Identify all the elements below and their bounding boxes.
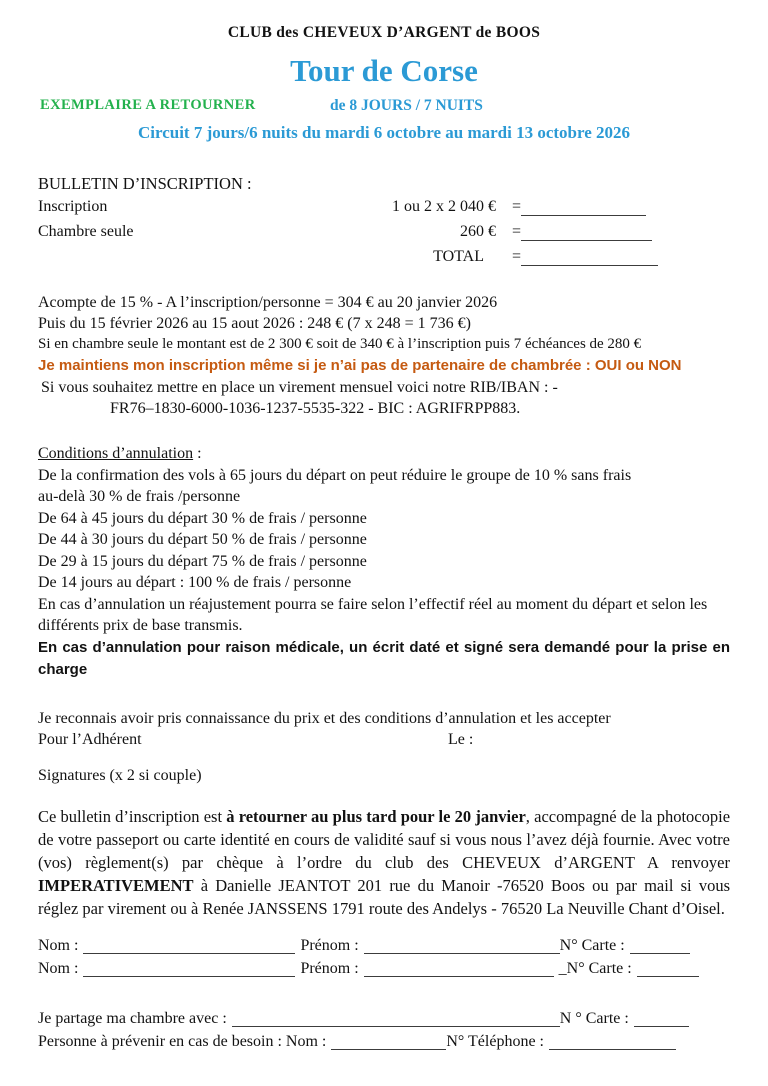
room-share-fields [38, 1007, 730, 1053]
blank-line-total [521, 252, 658, 266]
condition-line: De 14 jours au départ : 100 % de frais / personne [38, 574, 352, 591]
blank-line-carte [630, 940, 690, 954]
retour-deadline-bold: à retourner au plus tard pour le 20 janvier [226, 806, 526, 826]
trip-title: Tour de Corse [290, 53, 478, 88]
carte-label: _N° Carte : [558, 959, 632, 977]
retour-text: Ce bulletin d’inscription est [38, 806, 227, 826]
condition-line: De 29 à 15 jours du départ 75 % de frais / personne [38, 552, 367, 570]
name-row-2 [38, 957, 730, 980]
chambre-seule-amount: 260 € [460, 223, 496, 240]
inscription-label: Inscription [38, 198, 108, 215]
maintain-registration-line: Je maintiens mon inscription même si je n’ai pas de partenaire de chambrée : OUI ou NON [38, 357, 682, 374]
condition-line: De 64 à 45 jours du départ 30 % de frais / personne [38, 509, 367, 527]
iban-line: FR76–1830-6000-1036-1237-5535-322 - BIC : AGRIFRPP883. [110, 400, 521, 417]
chambre-seule-row [38, 219, 730, 244]
payment-terms [38, 292, 730, 419]
total-row [38, 244, 730, 269]
equals-sign: = [512, 248, 522, 265]
signatures-label: Signatures (x 2 si couple) [38, 766, 202, 784]
blank-line-telephone [549, 1036, 676, 1050]
adherent-row [38, 729, 730, 750]
inscription-row [38, 194, 730, 219]
inscription-amount: 1 ou 2 x 2 040 € [392, 198, 496, 215]
blank-line-prenom [364, 940, 560, 954]
room-share-row [38, 1007, 730, 1030]
condition-line: En cas d’annulation un réajustement pourra se faire selon l’effectif réel au moment du départ et selon les différents prix de base transmis. [38, 595, 708, 634]
acompte-line3: Si en chambre seule le montant est de 2 300 € soit de 340 € à l’inscription puis 7 échéances de 280 € [38, 336, 642, 352]
retour-text: , accompagné de la photocopie de votre passeport ou carte identité en cours de validité sauf si vous nous l’avez déjà fournie. Avec votre (vos) règlement(s) par chèque à l’ordre du club des CHEVEUX d’ARGENT A renvoyer [38, 806, 731, 872]
blank-line-prenom [364, 963, 554, 977]
identity-fields [38, 934, 730, 980]
circuit-dates: Circuit 7 jours/6 nuits du mardi 6 octobre au mardi 13 octobre 2026 [137, 123, 631, 142]
conditions-title: Conditions d’annulation [38, 445, 194, 462]
header-subrow [38, 95, 730, 116]
cancellation-conditions [38, 443, 730, 681]
conditions-title-row [38, 443, 730, 465]
blank-line-inscription [521, 202, 646, 216]
carte-label: N° Carte : [559, 936, 625, 954]
date-label: Le : [448, 730, 474, 748]
name-row-1 [38, 934, 730, 957]
telephone-label: N° Téléphone : [446, 1032, 544, 1050]
partage-label: Je partage ma chambre avec : [38, 1009, 227, 1027]
conditions-colon: : [193, 445, 202, 462]
bulletin-heading: BULLETIN D’INSCRIPTION : [38, 174, 252, 193]
blank-line-nom [83, 940, 295, 954]
blank-line-carte [634, 1013, 689, 1027]
acknowledgement-line: Je reconnais avoir pris connaissance du prix et des conditions d’annulation et les accepter [38, 709, 611, 727]
condition-line: De la confirmation des vols à 65 jours du départ on peut réduire le groupe de 10 % sans frais [38, 466, 632, 484]
acompte-line2: Puis du 15 février 2026 au 15 aout 2026 : 248 € (7 x 248 = 1 736 €) [38, 315, 471, 332]
blank-line-chambre [521, 227, 652, 241]
prenom-label: Prénom : [300, 959, 359, 977]
retour-imperativement-bold: IMPERATIVEMENT [38, 875, 194, 895]
blank-line-nom [83, 963, 295, 977]
blank-line-carte [637, 963, 699, 977]
virement-line: Si vous souhaitez mettre en place un virement mensuel voici notre RIB/IBAN : - [41, 379, 558, 396]
medical-cancellation-note: En cas d’annulation pour raison médicale, un écrit daté et signé sera demandé pour la prise en charge [38, 638, 730, 678]
return-instructions [38, 805, 730, 920]
carte-label: N ° Carte : [559, 1009, 629, 1027]
acompte-line1: Acompte de 15 % - A l’inscription/personne = 304 € au 20 janvier 2026 [38, 294, 498, 311]
nom-label: Nom : [38, 959, 79, 977]
retour-text: à Danielle JEANTOT 201 rue du Manoir -76520 Boos ou par mail si vous réglez par virement ou à Renée JANSSENS 1791 route des Andelys - 76520 La Neuville Chant d’Oisel. [38, 875, 730, 918]
adherent-label: Pour l’Adhérent [38, 730, 142, 748]
equals-sign: = [512, 198, 522, 215]
condition-line: au-delà 30 % de frais /personne [38, 488, 241, 505]
nom-label: Nom : [38, 936, 79, 954]
blank-line-contact-nom [331, 1036, 446, 1050]
club-name: CLUB des CHEVEUX D’ARGENT de BOOS [227, 24, 541, 41]
blank-line-partage [232, 1013, 560, 1027]
duration-label: de 8 JOURS / 7 NUITS [330, 97, 483, 114]
chambre-seule-label: Chambre seule [38, 223, 134, 240]
total-label: TOTAL [433, 248, 484, 265]
condition-line: De 44 à 30 jours du départ 50 % de frais / personne [38, 531, 367, 548]
prenom-label: Prénom : [300, 936, 359, 954]
equals-sign: = [512, 223, 522, 240]
exemplaire-label: EXEMPLAIRE A RETOURNER [40, 97, 256, 113]
emergency-contact-row [38, 1030, 730, 1053]
prevenir-label: Personne à prévenir en cas de besoin : Nom : [38, 1032, 327, 1050]
